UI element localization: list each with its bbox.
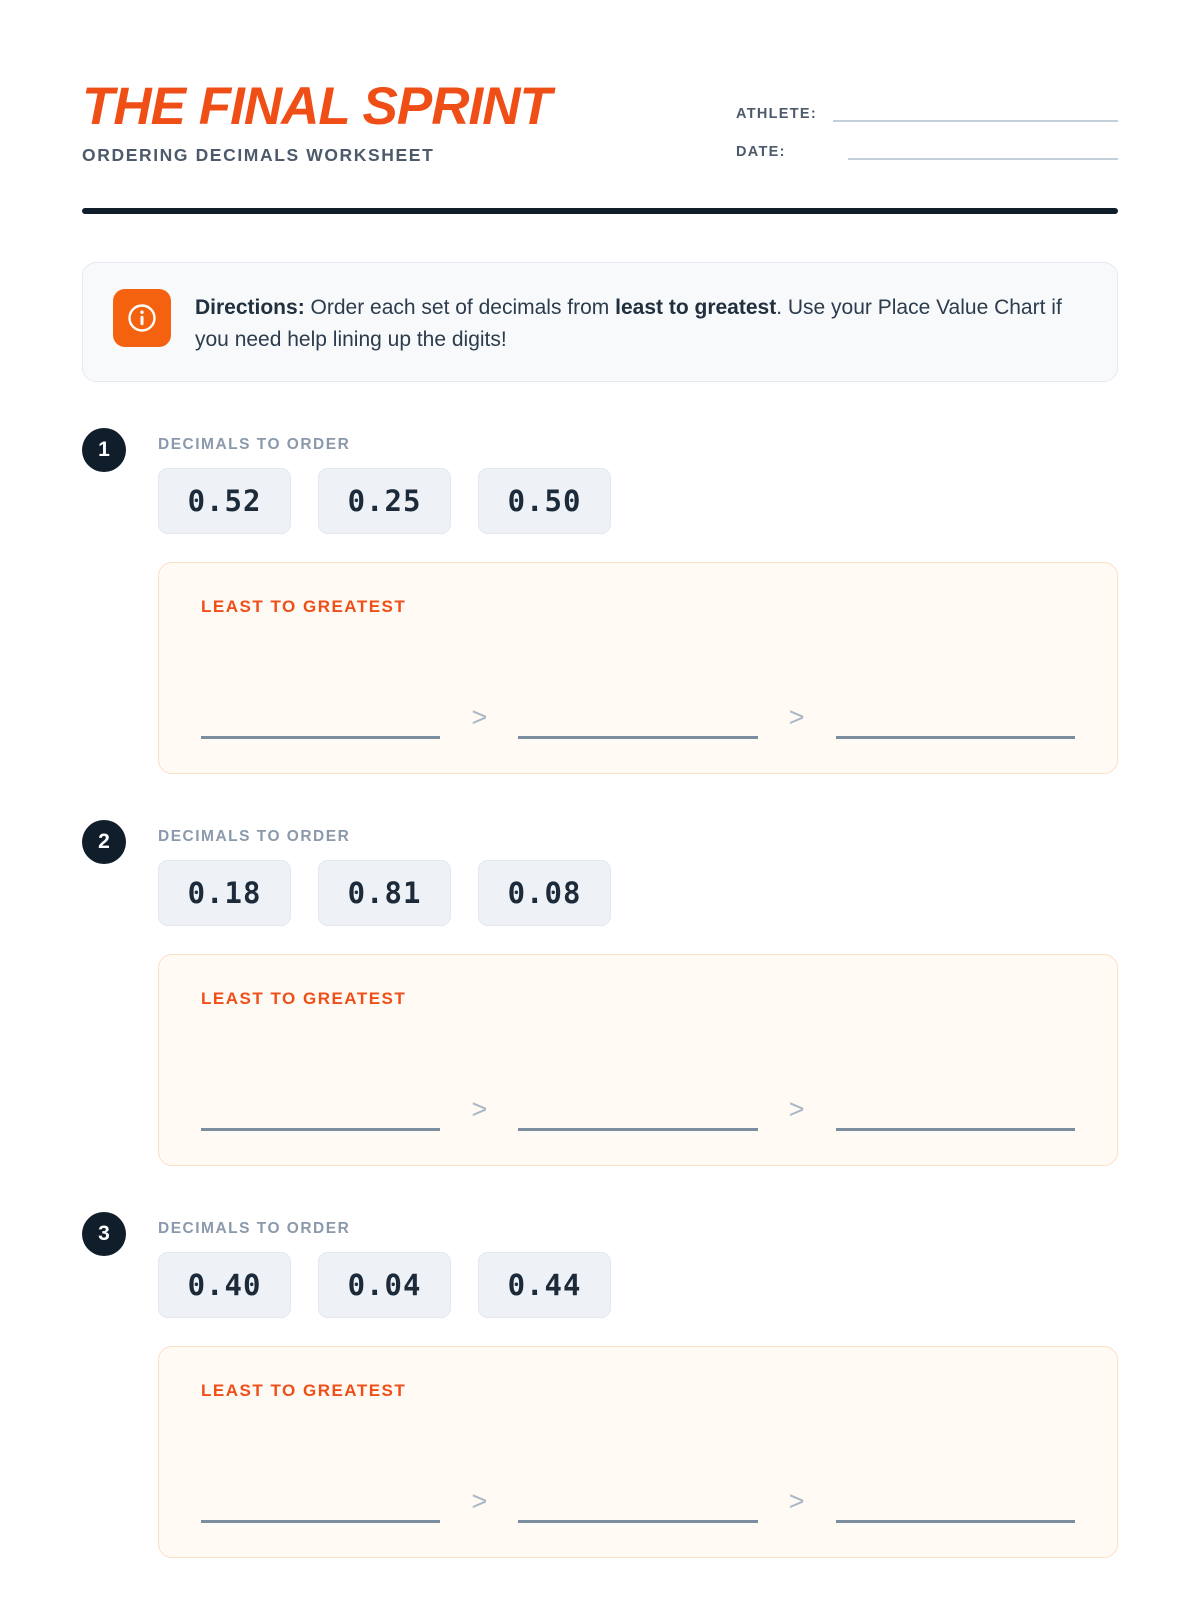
answer-slot-1[interactable] [201, 729, 440, 739]
info-icon [113, 289, 171, 347]
decimal-chip: 0.08 [478, 860, 611, 926]
problem-prompt-label: DECIMALS TO ORDER [158, 828, 351, 845]
directions-text-part2: . Use your Place Value Chart if you need help lining up the digits! [195, 296, 1062, 351]
problem-body [158, 820, 1118, 1166]
decimal-chip: 0.44 [478, 1252, 611, 1318]
answer-slot-3[interactable] [836, 1513, 1075, 1523]
problem-3 [82, 1212, 1118, 1558]
answer-slot-3[interactable] [836, 1121, 1075, 1131]
directions-panel [82, 262, 1118, 382]
answer-slot-1[interactable] [201, 1513, 440, 1523]
problem-2 [82, 820, 1118, 1166]
problem-1 [82, 428, 1118, 774]
answer-box [158, 562, 1118, 774]
decimal-chip-row [158, 1252, 1118, 1318]
decimal-chip-row [158, 468, 1118, 534]
title-block [82, 78, 551, 166]
greater-than-separator: > [788, 702, 805, 732]
directions-label: Directions: [195, 296, 305, 319]
problem-number-badge: 1 [82, 428, 126, 472]
answer-slot-2[interactable] [518, 1513, 757, 1523]
decimal-chip: 0.81 [318, 860, 451, 926]
worksheet-header [82, 78, 1118, 182]
athlete-input-line[interactable] [833, 106, 1118, 122]
date-field-row [736, 144, 1118, 160]
answer-slot-3[interactable] [836, 729, 1075, 739]
decimal-chip: 0.25 [318, 468, 451, 534]
date-label: DATE: [736, 144, 786, 160]
decimal-chip: 0.40 [158, 1252, 291, 1318]
athlete-field-row [736, 106, 1118, 122]
decimal-chip: 0.04 [318, 1252, 451, 1318]
decimal-chip: 0.52 [158, 468, 291, 534]
answer-slot-2[interactable] [518, 1121, 757, 1131]
problem-body [158, 1212, 1118, 1558]
answer-caption: LEAST TO GREATEST [201, 989, 407, 1008]
page-subtitle: ORDERING DECIMALS WORKSHEET [82, 145, 435, 165]
answer-box [158, 954, 1118, 1166]
header-divider [82, 208, 1118, 214]
greater-than-separator: > [471, 702, 488, 732]
directions-emphasis: least to greatest [615, 296, 777, 319]
answer-slot-row [201, 704, 1075, 739]
answer-caption: LEAST TO GREATEST [201, 1381, 407, 1400]
answer-caption: LEAST TO GREATEST [201, 597, 407, 616]
answer-box [158, 1346, 1118, 1558]
decimal-chip-row [158, 860, 1118, 926]
greater-than-separator: > [471, 1094, 488, 1124]
decimal-chip: 0.18 [158, 860, 291, 926]
answer-slot-row [201, 1096, 1075, 1131]
student-meta-block [736, 78, 1118, 182]
date-input-line[interactable] [848, 144, 1118, 160]
greater-than-separator: > [471, 1486, 488, 1516]
greater-than-separator: > [788, 1486, 805, 1516]
athlete-label: ATHLETE: [736, 106, 818, 122]
problem-prompt-label: DECIMALS TO ORDER [158, 1220, 351, 1237]
problem-body [158, 428, 1118, 774]
problem-prompt-label: DECIMALS TO ORDER [158, 436, 351, 453]
directions-text [195, 289, 1087, 355]
page-title: THE FINAL SPRINT [82, 77, 551, 136]
answer-slot-1[interactable] [201, 1121, 440, 1131]
greater-than-separator: > [788, 1094, 805, 1124]
answer-slot-2[interactable] [518, 729, 757, 739]
problem-number-badge: 3 [82, 1212, 126, 1256]
decimal-chip: 0.50 [478, 468, 611, 534]
directions-text-part1: Order each set of decimals from [304, 296, 616, 319]
answer-slot-row [201, 1488, 1075, 1523]
problem-number-badge: 2 [82, 820, 126, 864]
